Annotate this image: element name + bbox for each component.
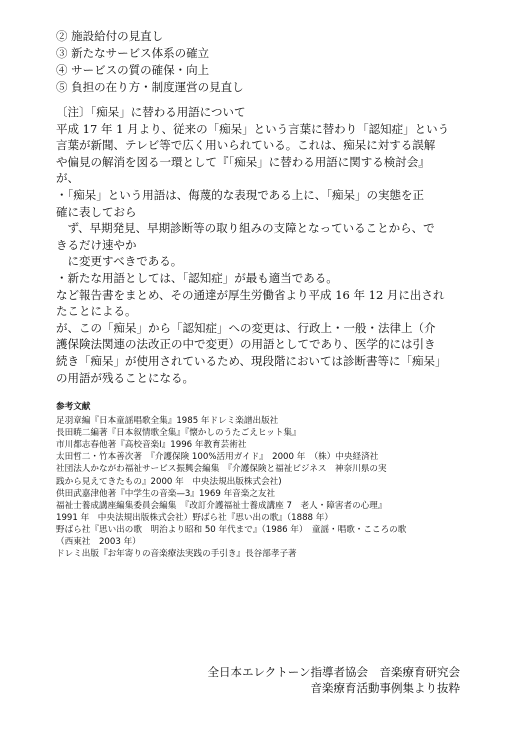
source-publication: 音楽療育活動事例集より抜粋 (310, 681, 460, 695)
note-line: 平成 17 年 1 月より、従来の「痴呆」という言葉に替わり「認知症」という (56, 121, 450, 136)
note-line: が、 (56, 171, 79, 186)
reference-item: ドレミ出版『お年寄りの音楽療法実践の手引き』長谷部孝子著 (56, 549, 297, 560)
list-item: ⑤ 負担の在り方・制度運営の見直し (56, 80, 244, 94)
source-organization: 全日本エレクトーン指導者協会 音楽療育研究会 (207, 665, 460, 679)
reference-item: 1991 年 中央法規出版株式会社）野ばら社『思い出の歌』（1888 年） (56, 512, 333, 523)
reference-item: 市川都志春他著『高校音楽Ⅰ』1996 年教育芸術社 (56, 440, 247, 451)
reference-item: 野ばら社『思い出の歌 明治より昭和 50 年代まで』（1986 年） 童謡・唱歌・こころの歌 (56, 524, 407, 535)
note-line: や偏見の解消を図る一環として『「痴呆」に替わる用語に関する検討会』 (56, 154, 430, 169)
list-item: ③ 新たなサービス体系の確立 (56, 46, 210, 60)
note-line: ず、早期発見、早期診断等の取り組みの支障となっていることから、で (56, 221, 435, 236)
reference-item: 長田暁二編著『日本叙情歌全集』『懐かしのうたごえヒット集』 (56, 428, 301, 439)
note-line: きるだけ速やか (56, 237, 137, 252)
references-section (56, 401, 476, 560)
list-item: ② 施設給付の見直し (56, 29, 164, 43)
note-line: 続き「痴呆」が使用されているため、現段階においては診断書等に「痴呆」 (56, 353, 447, 368)
note-line: の用語が残ることになる。 (56, 370, 194, 385)
note-line: 言葉が新聞、テレビ等で広く用いられている。これは、痴呆に対する誤解 (56, 138, 436, 153)
note-line: 護保険法関連の法改正の中で変更）の用語としてであり、医学的には引き (56, 337, 436, 352)
note-heading: 〔注〕「痴呆」に替わる用語について (56, 105, 246, 119)
note-line: など報告書をまとめ、その通達が厚生労働省より平成 16 年 12 月に出され (56, 287, 445, 302)
reference-item: 践から見えてきたもの』2000 年 中央法規出版株式会社) (56, 476, 282, 487)
reference-item: 社団法人かながわ福祉サービス振興会編集 『介護保険と福祉ビジネス 神奈川県の実 (56, 464, 387, 475)
reference-item: 福祉士養成講座編集委員会編集 『改訂介護福祉士養成講座 7 老人・障害者の心理』 (56, 500, 387, 511)
note-line: たことによる。 (56, 304, 137, 319)
list-item: ④ サービスの質の確保・向上 (56, 63, 210, 77)
source-credit (207, 664, 460, 696)
reference-item: 供田武嘉津他著『中学生の音楽—3』1969 年音楽之友社 (56, 488, 276, 499)
note-line: が、この「痴呆」から「認知症」への変更は、行政上・一般・法律上（介 (56, 320, 436, 335)
terminology-note (56, 104, 476, 386)
numbered-list (56, 28, 244, 96)
references-title: 参考文献 (56, 402, 91, 412)
reference-item: 足羽章編『日本童謡唱歌全集』1985 年ドレミ楽譜出版社 (56, 416, 279, 427)
note-line: 確に表しておら (56, 204, 137, 219)
reference-item: 太田哲二・竹本善次著 『介護保険 100%活用ガイド』 2000 年 （株）中央経済社 (56, 452, 379, 463)
note-line: に変更すべきである。 (56, 254, 183, 269)
note-line: ・「痴呆」という用語は、侮蔑的な表現である上に、「痴呆」の実態を正 (56, 187, 424, 202)
reference-item: （西東社 2003 年） (56, 537, 141, 548)
note-line: ・新たな用語としては、「認知症」が最も適当である。 (56, 270, 338, 285)
